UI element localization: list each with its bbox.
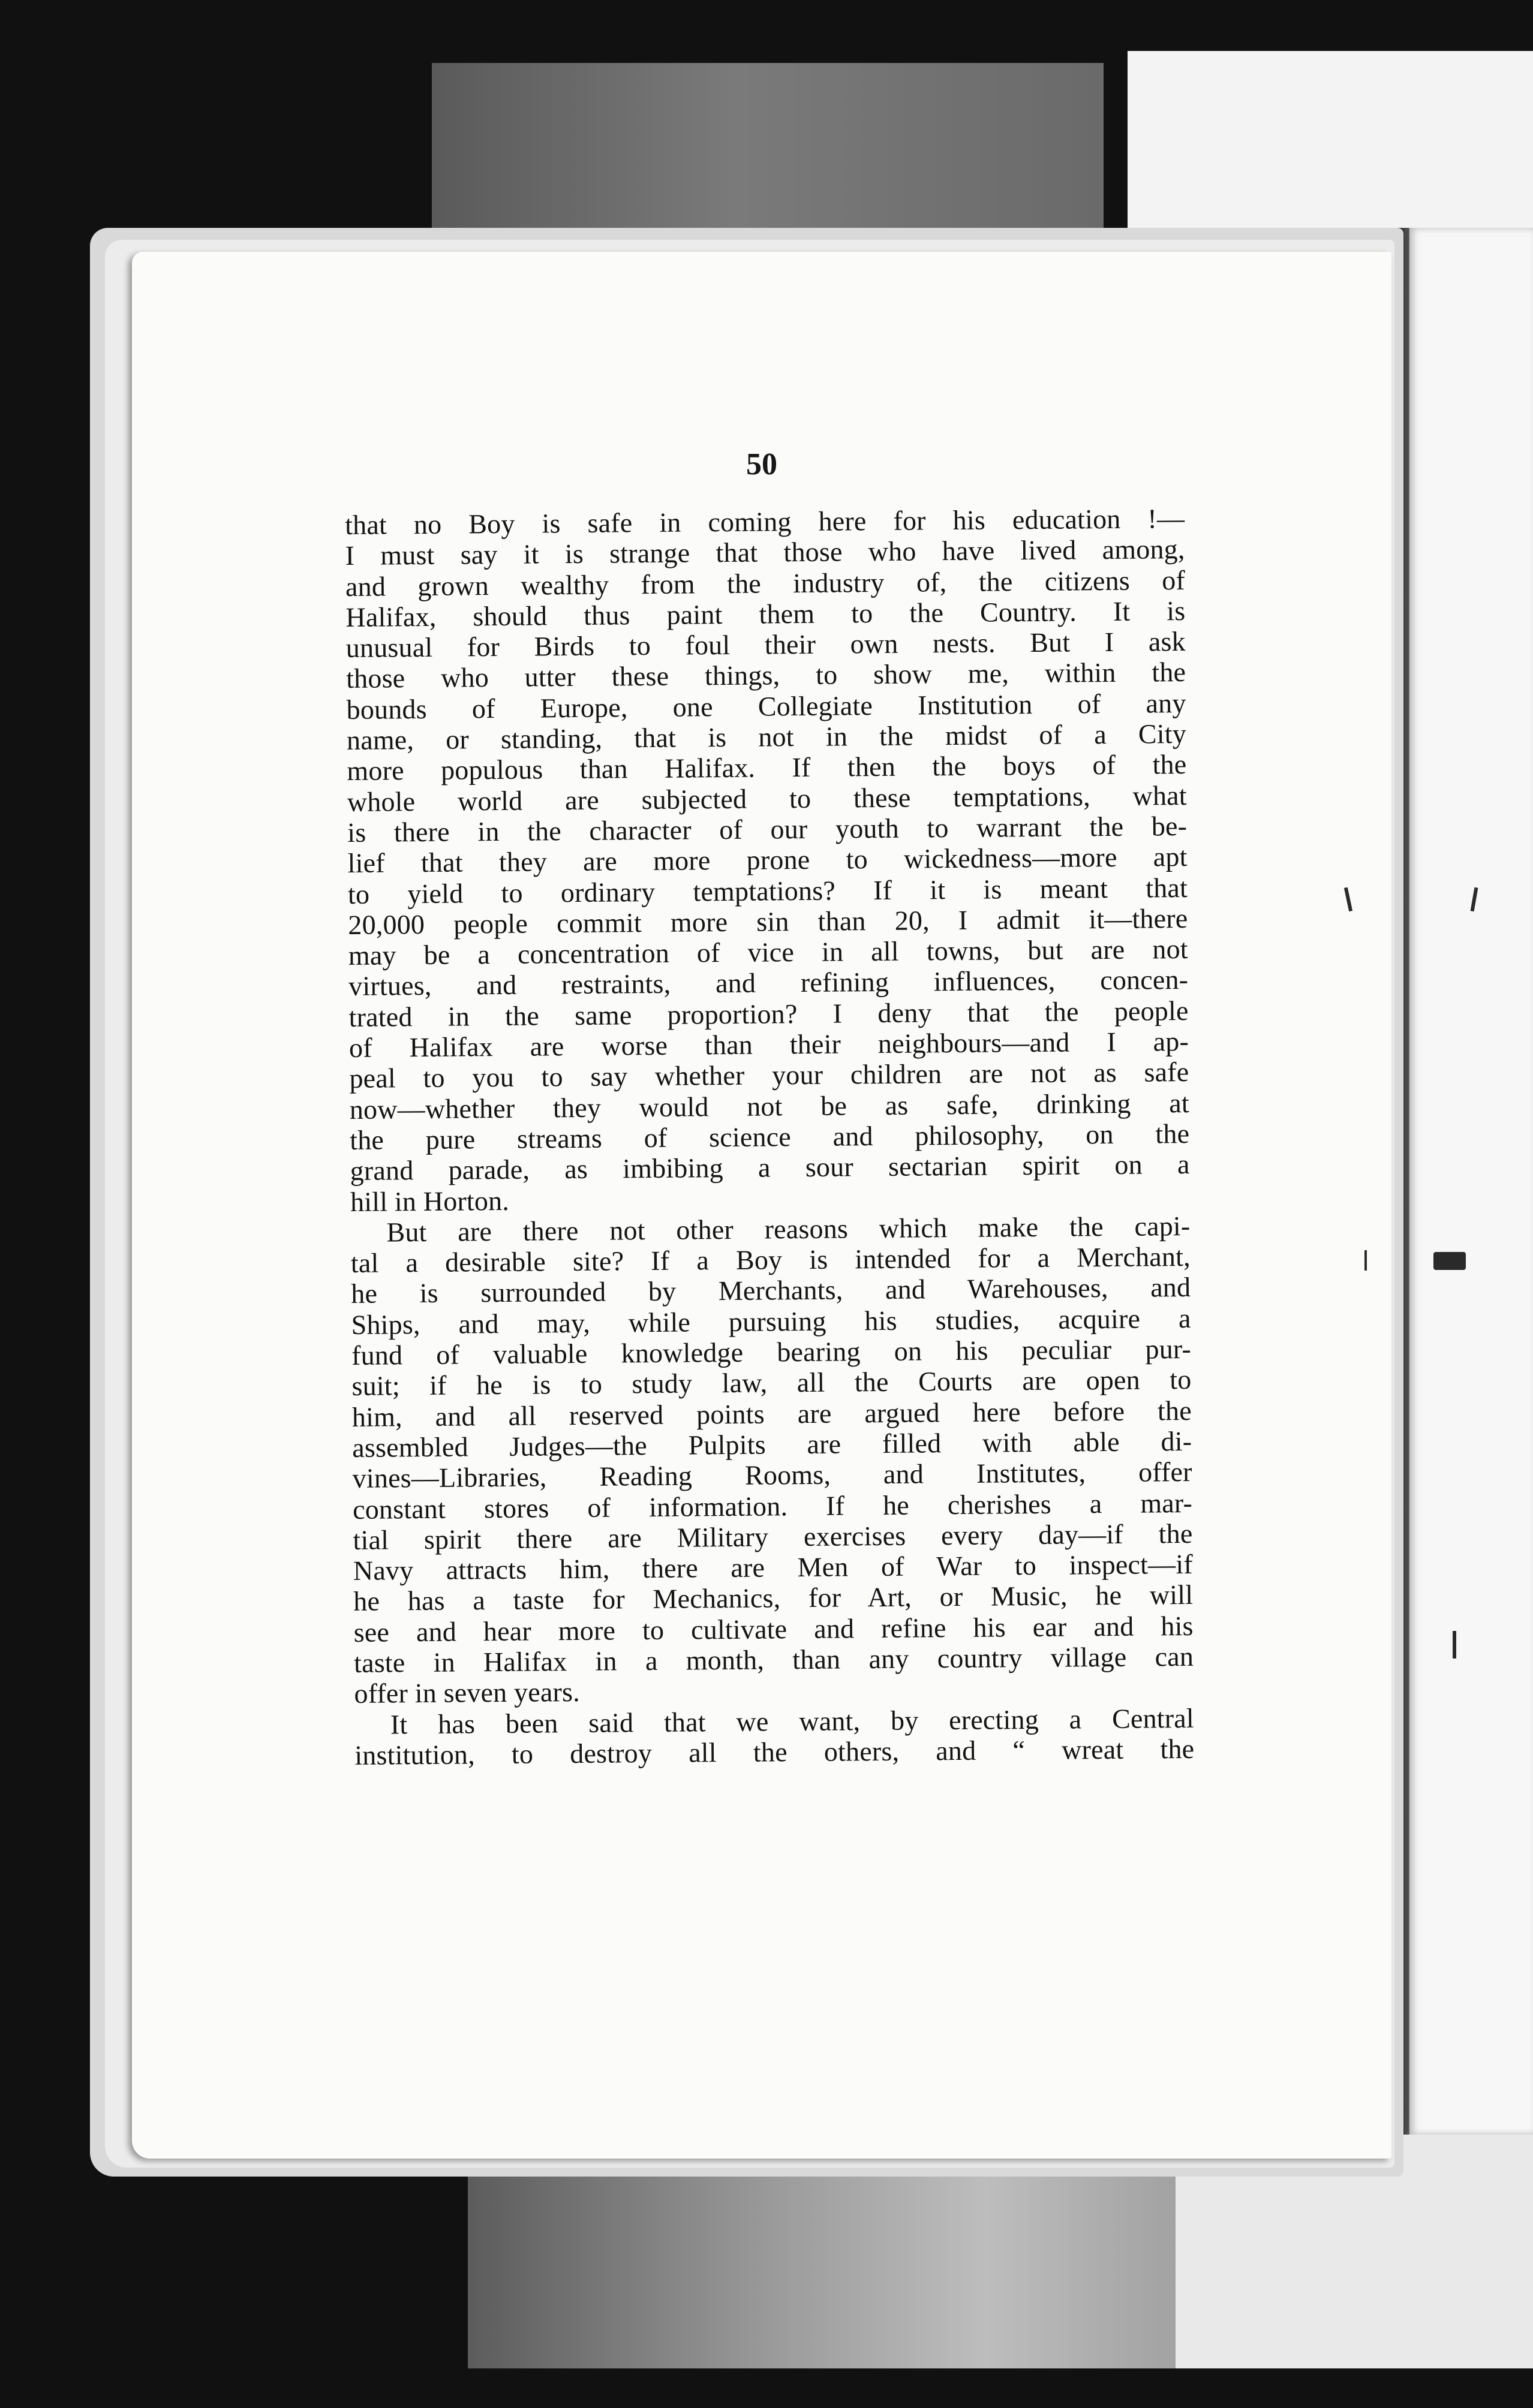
text-line: bounds of Europe, one Collegiate Institution of any [346, 687, 1186, 725]
text-line: Ships, and may, while pursuing his studies, acquire a [351, 1302, 1191, 1340]
margin-mark [1453, 1631, 1456, 1658]
text-line: may be a concentration of vice in all towns, but are not [348, 934, 1188, 971]
text-line: fund of valuable knowledge bearing on his peculiar pur- [351, 1333, 1192, 1371]
text-line: those who utter these things, to show me, within the [346, 657, 1186, 694]
text-line: tal a desirable site? If a Boy is intended for a Merchant, [350, 1241, 1191, 1279]
text-line: more populous than Halifax. If then the boys of the [347, 749, 1187, 787]
binding-clip [1433, 1252, 1466, 1270]
text-line: taste in Halifax in a month, than any country village can [353, 1641, 1194, 1678]
text-line: But are there not other reasons which make the capi- [386, 1210, 1191, 1248]
text-line: that no Boy is safe in coming here for his education !— [345, 503, 1185, 540]
text-line: he has a taste for Mechanics, for Art, or Music, he will [353, 1579, 1194, 1617]
text-line: institution, to destroy all the others, and “ wreat the [354, 1733, 1195, 1771]
text-line: Halifax, should thus paint them to the Country. It is [345, 595, 1186, 633]
text-line: virtues, and restraints, and refining influences, concen- [348, 964, 1189, 1002]
margin-mark [1364, 1250, 1367, 1271]
text-line: is there in the character of our youth to warrant the be- [347, 810, 1188, 848]
text-line: I must say it is strange that those who have lived among, [345, 534, 1185, 571]
text-line: suit; if he is to study law, all the Courts are open to [351, 1364, 1192, 1402]
text-line: vines—Libraries, Reading Rooms, and Institutes, offer [352, 1456, 1192, 1494]
text-line: name, or standing, that is not in the midst of a City [346, 718, 1187, 756]
text-line: see and hear more to cultivate and refine his ear and his [353, 1610, 1194, 1648]
text-line: peal to you to say whether your children are not as safe [349, 1056, 1189, 1094]
text-line: trated in the same proportion? I deny that the people [348, 995, 1189, 1033]
text-line: tial spirit there are Military exercises every day—if the [353, 1518, 1193, 1555]
text-line: him, and all reserved points are argued here before the [351, 1395, 1192, 1432]
text-line: now—whether they would not be as safe, drinking at [349, 1087, 1190, 1125]
text-line: of Halifax are worse than their neighbours—and I ap- [348, 1026, 1189, 1064]
margin-mark [1406, 231, 1408, 2132]
text-line: 20,000 people commit more sin than 20, I admit it—there [348, 902, 1188, 940]
text-line: lief that they are more prone to wickedness—more apt [347, 841, 1188, 879]
facing-page [1409, 228, 1533, 2135]
text-line: It has been said that we want, by erecting a Central [390, 1702, 1195, 1740]
text-line: grand parade, as imbibing a sour sectarian spirit on a [350, 1149, 1190, 1187]
text-line: constant stores of information. If he cherishes a mar- [352, 1487, 1193, 1525]
text-line: offer in seven years. [354, 1676, 581, 1709]
scan-top-shadow [432, 63, 1104, 255]
text-line: unusual for Birds to foul their own nests. But I ask [345, 626, 1186, 664]
page-body-text [345, 503, 1194, 1771]
text-line: whole world are subjected to these temptations, what [347, 779, 1187, 817]
text-line: to yield to ordinary temptations? If it is meant that [347, 872, 1188, 910]
text-line: he is surrounded by Merchants, and Warehouses, and [351, 1272, 1191, 1310]
text-line: Navy attracts him, there are Men of War to inspect—if [353, 1549, 1194, 1587]
page-number: 50 [746, 447, 777, 481]
text-line: assembled Judges—the Pulpits are filled with able di- [352, 1425, 1192, 1463]
text-line: hill in Horton. [350, 1185, 510, 1217]
text-line: the pure streams of science and philosophy, on the [350, 1118, 1190, 1155]
text-line: and grown wealthy from the industry of, the citizens of [345, 564, 1186, 602]
